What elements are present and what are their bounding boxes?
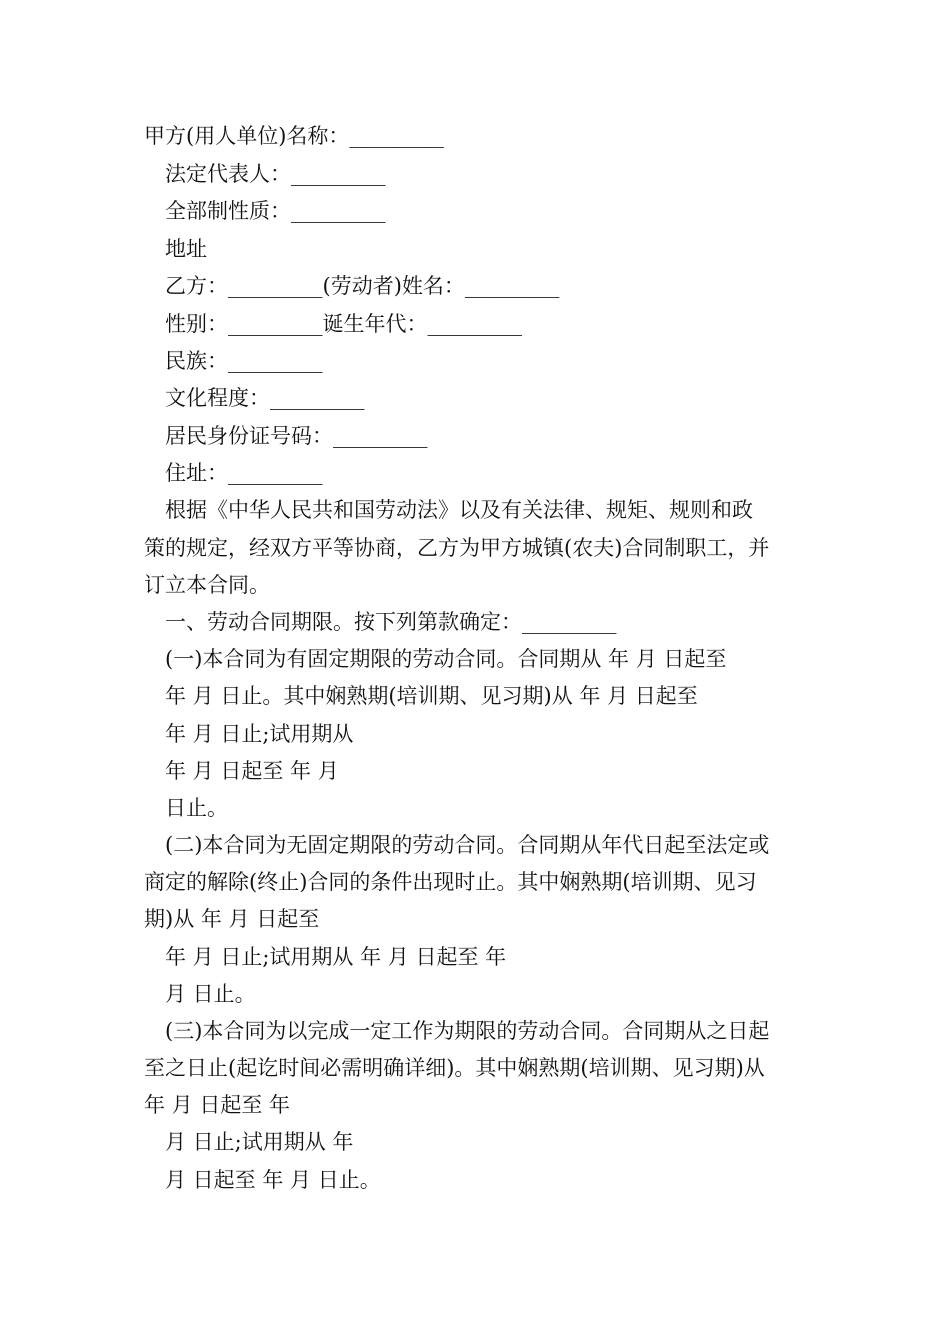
ownership-nature-line: 全部制性质：_________ xyxy=(165,199,386,223)
clause-2-line-4: 年 月 日止;试用期从 年 月 日起至 年 xyxy=(165,945,507,969)
clause-1-line-3: 年 月 日止;试用期从 xyxy=(165,722,354,746)
ethnicity-line: 民族：_________ xyxy=(165,349,323,373)
clause-1-line-5: 日止。 xyxy=(165,796,228,820)
clause-2-line-2: 商定的解除(终止)合同的条件出现时止。其中娴熟期(培训期、见习 xyxy=(144,870,757,894)
section-1-heading: 一、劳动合同期限。按下列第款确定：_________ xyxy=(165,610,617,634)
preamble-line-3: 订立本合同。 xyxy=(144,573,270,597)
address-line: 地址 xyxy=(165,237,207,261)
preamble-line-1: 根据《中华人民共和国劳动法》以及有关法律、规矩、规则和政 xyxy=(165,498,753,522)
clause-3-line-2: 至之日止(起讫时间必需明确详细)。其中娴熟期(培训期、见习期)从 xyxy=(144,1056,765,1080)
id-number-line: 居民身份证号码：_________ xyxy=(165,424,428,448)
clause-3-line-3: 年 月 日起至 年 xyxy=(144,1093,291,1117)
education-line: 文化程度：_________ xyxy=(165,386,365,410)
clause-1-line-1: (一)本合同为有固定期限的劳动合同。合同期从 年 月 日起至 xyxy=(165,647,727,671)
clause-2-line-5: 月 日止。 xyxy=(165,982,256,1006)
clause-2-line-3: 期)从 年 月 日起至 xyxy=(144,907,320,931)
party-b-name-line: 乙方：_________(劳动者)姓名：_________ xyxy=(165,274,560,298)
legal-representative-line: 法定代表人：_________ xyxy=(165,162,386,186)
clause-3-line-5: 月 日起至 年 月 日止。 xyxy=(165,1168,381,1192)
preamble-line-2: 策的规定，经双方平等协商，乙方为甲方城镇(农夫)合同制职工，并 xyxy=(144,536,770,560)
gender-birth-line: 性别：_________诞生年代：_________ xyxy=(165,312,522,336)
clause-3-line-1: (三)本合同为以完成一定工作为期限的劳动合同。合同期从之日起 xyxy=(165,1019,770,1043)
clause-1-line-4: 年 月 日起至 年 月 xyxy=(165,759,339,783)
clause-1-line-2: 年 月 日止。其中娴熟期(培训期、见习期)从 年 月 日起至 xyxy=(165,684,698,708)
clause-3-line-4: 月 日止;试用期从 年 xyxy=(165,1130,354,1154)
clause-2-line-1: (二)本合同为无固定期限的劳动合同。合同期从年代日起至法定或 xyxy=(165,833,770,857)
party-a-name-line: 甲方(用人单位)名称：_________ xyxy=(144,124,444,148)
residence-line: 住址：_________ xyxy=(165,461,323,485)
